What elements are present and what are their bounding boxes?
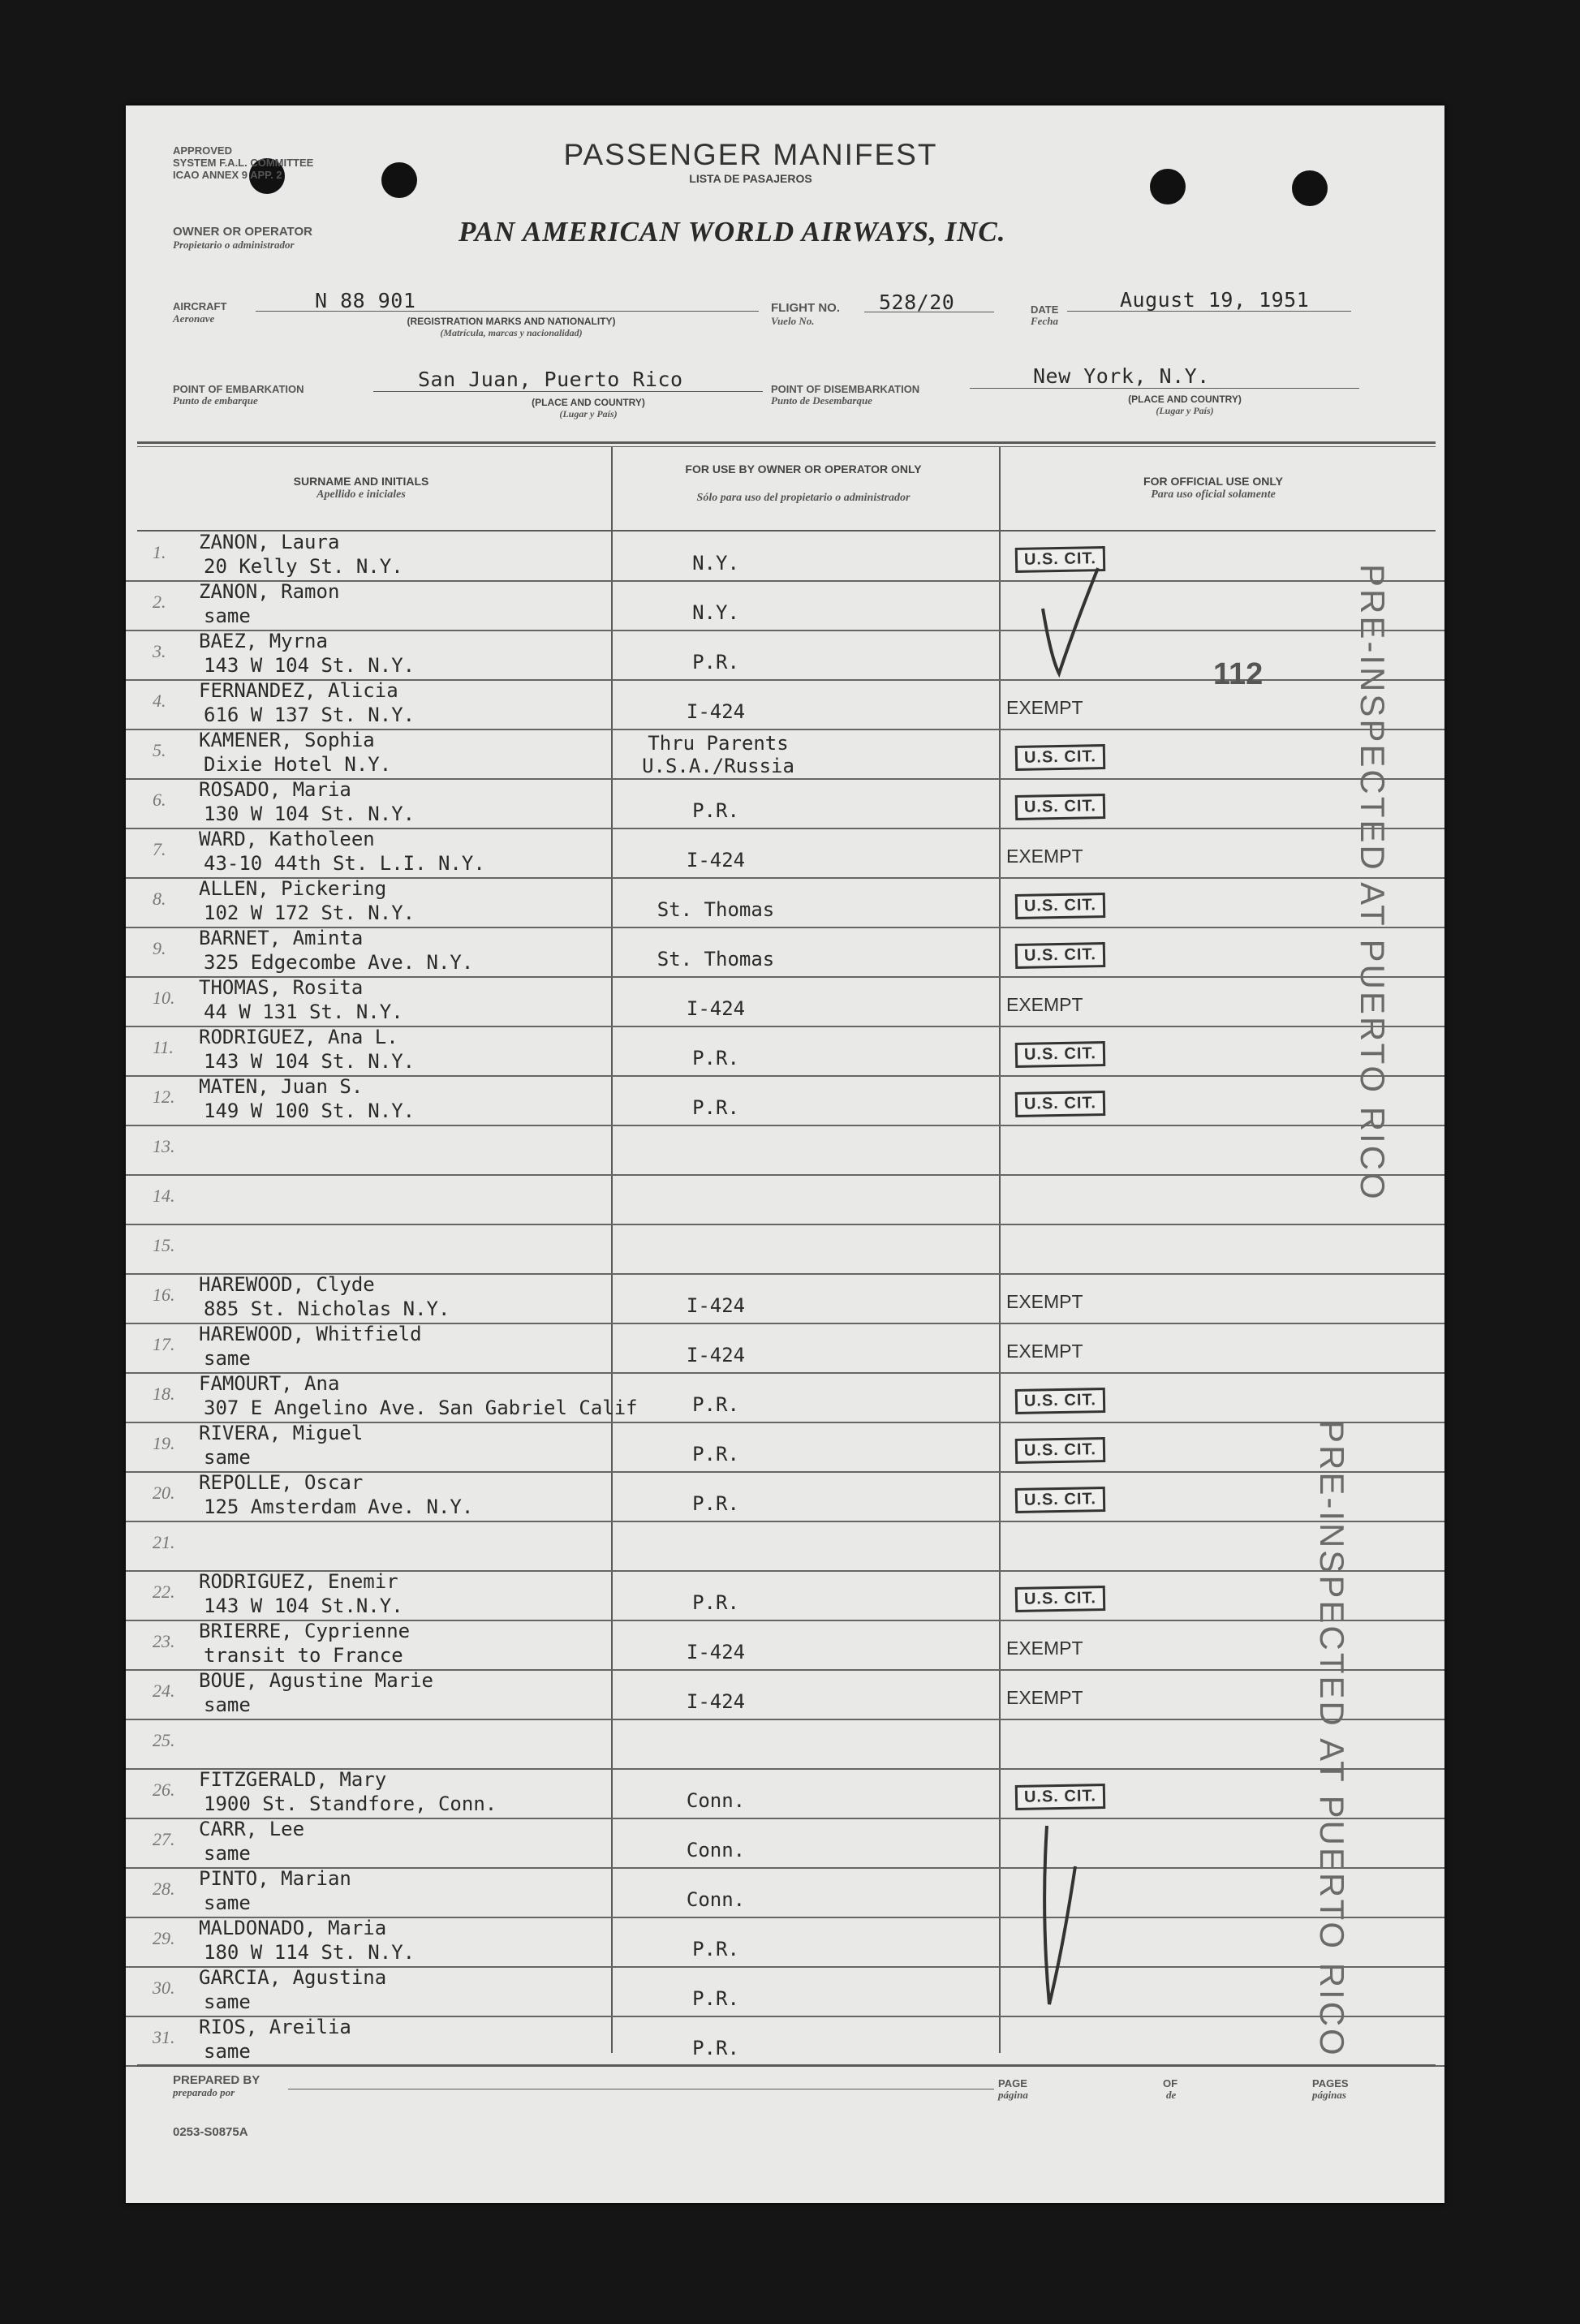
owner-note: Conn. — [686, 1839, 746, 1861]
passenger-address: 149 W 100 St. N.Y. — [204, 1100, 415, 1122]
citizen-stamp: U.S. CIT. — [1015, 1586, 1106, 1612]
of-label-es: de — [1166, 2089, 1177, 2101]
passenger-address: same — [204, 1694, 251, 1716]
place-note-es: (Lugar y País) — [559, 408, 618, 420]
citizen-stamp: U.S. CIT. — [1015, 1388, 1106, 1414]
owner-label: OWNER OR OPERATOR — [173, 225, 312, 239]
owner-note: Conn. — [686, 1789, 746, 1812]
of-label: OF — [1163, 2077, 1178, 2089]
table-row — [126, 1818, 1444, 1869]
passenger-name: RODRIGUEZ, Ana L. — [199, 1026, 398, 1048]
row-number: 16. — [153, 1285, 175, 1305]
col-name-header: SURNAME AND INITIALS — [293, 475, 429, 488]
page-label-es: página — [998, 2089, 1028, 2101]
pre-inspected-stamp: PRE-INSPECTED AT PUERTO RICO — [1313, 1420, 1351, 2058]
owner-note: P.R. — [692, 1987, 739, 2010]
passenger-name: FERNANDEZ, Alicia — [199, 679, 398, 702]
place-note-2: (PLACE AND COUNTRY) — [1128, 394, 1242, 405]
page-title: PASSENGER MANIFEST — [563, 138, 938, 171]
passenger-address: 325 Edgecombe Ave. N.Y. — [204, 951, 474, 974]
passenger-name: HAREWOOD, Whitfield — [199, 1323, 422, 1345]
row-number: 28. — [153, 1879, 175, 1899]
passenger-name: FAMOURT, Ana — [199, 1372, 340, 1395]
approved-label: APPROVED — [173, 144, 232, 157]
owner-note: I-424 — [686, 1344, 746, 1366]
exempt-mark: EXEMPT — [1006, 1341, 1083, 1362]
exempt-mark: EXEMPT — [1006, 697, 1083, 718]
owner-note: P.R. — [692, 1047, 739, 1069]
table-row — [126, 1422, 1444, 1473]
embark-value: San Juan, Puerto Rico — [418, 368, 683, 391]
passenger-name: ZANON, Laura — [199, 531, 340, 553]
exempt-mark: EXEMPT — [1006, 1687, 1083, 1708]
passenger-address: 102 W 172 St. N.Y. — [204, 902, 415, 924]
date-value: August 19, 1951 — [1120, 288, 1310, 312]
col-official-header: FOR OFFICIAL USE ONLY — [1143, 475, 1283, 488]
system-label: SYSTEM F.A.L. COMMITTEE — [173, 157, 314, 169]
passenger-address: 143 W 104 St.N.Y. — [204, 1595, 403, 1617]
prepared-label-es: preparado por — [173, 2086, 235, 2098]
owner-label-es: Propietario o administrador — [173, 239, 295, 251]
owner-note: St. Thomas — [657, 948, 775, 970]
citizen-stamp: U.S. CIT. — [1015, 942, 1106, 969]
citizen-stamp: U.S. CIT. — [1015, 794, 1106, 820]
table-row — [126, 1323, 1444, 1374]
disembark-label-es: Punto de Desembarque — [771, 394, 872, 407]
passenger-address: 143 W 104 St. N.Y. — [204, 1050, 415, 1073]
table-row — [126, 1026, 1444, 1077]
flight-label: FLIGHT NO. — [771, 301, 840, 315]
row-number: 23. — [153, 1631, 175, 1651]
row-number: 18. — [153, 1384, 175, 1404]
passenger-address: same — [204, 1842, 251, 1865]
owner-note: P.R. — [692, 1938, 739, 1960]
passenger-address: same — [204, 605, 251, 627]
row-number: 6. — [153, 790, 166, 810]
passenger-name: RODRIGUEZ, Enemir — [199, 1570, 398, 1593]
citizen-stamp: U.S. CIT. — [1015, 893, 1106, 919]
owner-note: I-424 — [686, 700, 746, 723]
passenger-table — [126, 531, 1444, 2064]
aircraft-label: AIRCRAFT — [173, 300, 227, 312]
row-number: 19. — [153, 1433, 175, 1453]
form-number: 0253-S0875A — [173, 2125, 248, 2139]
passenger-name: PINTO, Marian — [199, 1867, 351, 1890]
exempt-mark: EXEMPT — [1006, 1291, 1083, 1312]
col-official-header-es: Para uso oficial solamente — [1151, 488, 1276, 501]
row-number: 13. — [153, 1136, 175, 1156]
owner-note: I-424 — [686, 1641, 746, 1663]
table-row — [126, 1174, 1444, 1225]
passenger-address: 616 W 137 St. N.Y. — [204, 704, 415, 726]
owner-note: I-424 — [686, 849, 746, 872]
passenger-address: 1900 St. Standfore, Conn. — [204, 1792, 497, 1815]
citizen-stamp: U.S. CIT. — [1015, 546, 1106, 573]
row-number: 3. — [153, 641, 166, 661]
table-row — [126, 1867, 1444, 1918]
margin-number: 112 — [1213, 657, 1264, 691]
owner-name: PAN AMERICAN WORLD AIRWAYS, INC. — [459, 216, 1006, 247]
passenger-address: same — [204, 1446, 251, 1469]
row-number: 24. — [153, 1681, 175, 1701]
row-number: 17. — [153, 1334, 175, 1354]
table-row — [126, 729, 1444, 780]
row-number: 4. — [153, 691, 166, 711]
date-label-es: Fecha — [1031, 315, 1058, 327]
table-row — [126, 1471, 1444, 1522]
col-owner-header-es: Sólo para uso del propietario o administrador — [696, 492, 911, 504]
passenger-address: same — [204, 1347, 251, 1370]
row-number: 27. — [153, 1829, 175, 1849]
place-note: (PLACE AND COUNTRY) — [532, 397, 645, 408]
passenger-name: BRIERRE, Cyprienne — [199, 1620, 411, 1642]
place-note-2-es: (Lugar y País) — [1156, 405, 1214, 416]
owner-note: P.R. — [692, 799, 739, 822]
passenger-address: 43-10 44th St. L.I. N.Y. — [204, 852, 485, 875]
table-row — [126, 1966, 1444, 2017]
row-number: 9. — [153, 938, 166, 958]
row-number: 8. — [153, 889, 166, 909]
exempt-mark: EXEMPT — [1006, 846, 1083, 867]
passenger-name: MATEN, Juan S. — [199, 1075, 364, 1098]
table-row — [126, 1372, 1444, 1423]
table-row — [126, 580, 1444, 631]
passenger-address: 44 W 131 St. N.Y. — [204, 1001, 403, 1023]
page-subtitle: LISTA DE PASAJEROS — [689, 172, 812, 185]
table-row — [126, 1224, 1444, 1275]
page-label: PAGE — [998, 2077, 1027, 2089]
passenger-address: 130 W 104 St. N.Y. — [204, 803, 415, 825]
row-number: 1. — [153, 542, 166, 562]
passenger-address: same — [204, 2040, 251, 2063]
table-row — [126, 2016, 1444, 2067]
table-row — [126, 1273, 1444, 1324]
owner-note: Thru Parents U.S.A./Russia — [642, 732, 794, 777]
passenger-name: GARCIA, Agustina — [199, 1966, 387, 1989]
row-number: 14. — [153, 1186, 175, 1206]
row-number: 30. — [153, 1978, 175, 1998]
passenger-name: MALDONADO, Maria — [199, 1917, 387, 1939]
owner-note: P.R. — [692, 1443, 739, 1465]
disembark-label: POINT OF DISEMBARKATION — [771, 383, 920, 395]
passenger-name: REPOLLE, Oscar — [199, 1471, 364, 1494]
row-number: 5. — [153, 740, 166, 760]
row-number: 29. — [153, 1928, 175, 1948]
table-row — [126, 778, 1444, 829]
row-number: 20. — [153, 1483, 175, 1503]
citizen-stamp: U.S. CIT. — [1015, 1437, 1106, 1464]
exempt-mark: EXEMPT — [1006, 1638, 1083, 1659]
table-row — [126, 1125, 1444, 1176]
owner-note: I-424 — [686, 1690, 746, 1713]
passenger-address: 20 Kelly St. N.Y. — [204, 555, 403, 578]
passenger-address: 307 E Angelino Ave. San Gabriel Calif — [204, 1397, 638, 1419]
disembark-value: New York, N.Y. — [1033, 364, 1210, 388]
passenger-name: THOMAS, Rosita — [199, 976, 364, 999]
passenger-name: ROSADO, Maria — [199, 778, 351, 801]
owner-note: P.R. — [692, 1492, 739, 1515]
passenger-address: 885 St. Nicholas N.Y. — [204, 1298, 450, 1320]
owner-note: N.Y. — [692, 601, 739, 624]
passenger-name: CARR, Lee — [199, 1818, 305, 1840]
punch-hole — [381, 162, 417, 198]
row-number: 2. — [153, 592, 166, 612]
passenger-address: 125 Amsterdam Ave. N.Y. — [204, 1496, 474, 1518]
passenger-address: 143 W 104 St. N.Y. — [204, 654, 415, 677]
registration-note-es: (Matrícula, marcas y nacionalidad) — [440, 327, 583, 338]
table-row — [126, 927, 1444, 978]
passenger-address: Dixie Hotel N.Y. — [204, 753, 392, 776]
aircraft-label-es: Aeronave — [173, 312, 215, 325]
row-number: 22. — [153, 1582, 175, 1602]
owner-note: Conn. — [686, 1888, 746, 1911]
col-name-header-es: Apellido e iniciales — [316, 488, 406, 501]
table-row — [126, 1521, 1444, 1572]
owner-note: P.R. — [692, 651, 739, 674]
table-row — [126, 1719, 1444, 1770]
pages-label: PAGES — [1312, 2077, 1349, 2089]
table-row — [126, 828, 1444, 879]
citizen-stamp: U.S. CIT. — [1015, 1784, 1106, 1810]
row-number: 7. — [153, 839, 166, 859]
table-row — [126, 1620, 1444, 1671]
passenger-name: KAMENER, Sophia — [199, 729, 375, 751]
owner-note: P.R. — [692, 1393, 739, 1416]
owner-note: I-424 — [686, 997, 746, 1020]
citizen-stamp: U.S. CIT. — [1015, 1487, 1106, 1513]
passenger-name: HAREWOOD, Clyde — [199, 1273, 375, 1296]
punch-hole — [1150, 169, 1186, 204]
date-label: DATE — [1031, 303, 1059, 316]
prepared-label: PREPARED BY — [173, 2073, 260, 2087]
aircraft-value: N 88 901 — [315, 289, 416, 312]
table-row — [126, 531, 1444, 582]
embark-label: POINT OF EMBARKATION — [173, 383, 304, 395]
row-number: 21. — [153, 1532, 175, 1552]
passenger-name: ALLEN, Pickering — [199, 877, 387, 900]
row-number: 31. — [153, 2027, 175, 2047]
passenger-address: same — [204, 1891, 251, 1914]
flight-value: 528/20 — [879, 290, 955, 314]
owner-note: St. Thomas — [657, 898, 775, 921]
owner-note: P.R. — [692, 2037, 739, 2059]
table-row — [126, 877, 1444, 928]
check-mark — [1018, 1818, 1083, 2029]
manifest-page — [126, 105, 1444, 2203]
passenger-address: same — [204, 1990, 251, 2013]
pages-label-es: páginas — [1312, 2089, 1346, 2101]
row-number: 25. — [153, 1730, 175, 1750]
row-number: 10. — [153, 988, 175, 1008]
passenger-name: RIVERA, Miguel — [199, 1422, 364, 1444]
col-owner-header: FOR USE BY OWNER OR OPERATOR ONLY — [685, 463, 922, 476]
passenger-address: transit to France — [204, 1644, 403, 1667]
flight-label-es: Vuelo No. — [771, 315, 815, 327]
passenger-name: FITZGERALD, Mary — [199, 1768, 387, 1791]
passenger-name: BARNET, Aminta — [199, 927, 364, 949]
passenger-name: BAEZ, Myrna — [199, 630, 328, 652]
passenger-name: BOUE, Agustine Marie — [199, 1669, 433, 1692]
check-mark — [1035, 560, 1108, 690]
table-row — [126, 1768, 1444, 1819]
citizen-stamp: U.S. CIT. — [1015, 1091, 1106, 1117]
punch-hole — [1292, 170, 1328, 206]
table-row — [126, 1917, 1444, 1968]
owner-note: P.R. — [692, 1096, 739, 1119]
passenger-name: ZANON, Ramon — [199, 580, 340, 603]
owner-note: P.R. — [692, 1591, 739, 1614]
table-row — [126, 1075, 1444, 1126]
passenger-name: WARD, Katholeen — [199, 828, 375, 850]
owner-note: N.Y. — [692, 552, 739, 575]
owner-note: I-424 — [686, 1294, 746, 1317]
passenger-address: 180 W 114 St. N.Y. — [204, 1941, 415, 1964]
citizen-stamp: U.S. CIT. — [1015, 1041, 1106, 1068]
table-row — [126, 1669, 1444, 1720]
passenger-name: RIOS, Areilia — [199, 2016, 351, 2038]
icao-label: ICAO ANNEX 9 APP. 2 — [173, 169, 282, 181]
row-number: 15. — [153, 1235, 175, 1255]
pre-inspected-stamp: PRE-INSPECTED AT PUERTO RICO — [1354, 564, 1392, 1202]
row-number: 26. — [153, 1780, 175, 1800]
embark-label-es: Punto de embarque — [173, 394, 258, 407]
table-row — [126, 1570, 1444, 1621]
registration-note: (REGISTRATION MARKS AND NATIONALITY) — [407, 316, 616, 327]
citizen-stamp: U.S. CIT. — [1015, 744, 1106, 771]
row-number: 11. — [153, 1037, 174, 1057]
table-row — [126, 976, 1444, 1027]
row-number: 12. — [153, 1087, 175, 1107]
exempt-mark: EXEMPT — [1006, 994, 1083, 1015]
